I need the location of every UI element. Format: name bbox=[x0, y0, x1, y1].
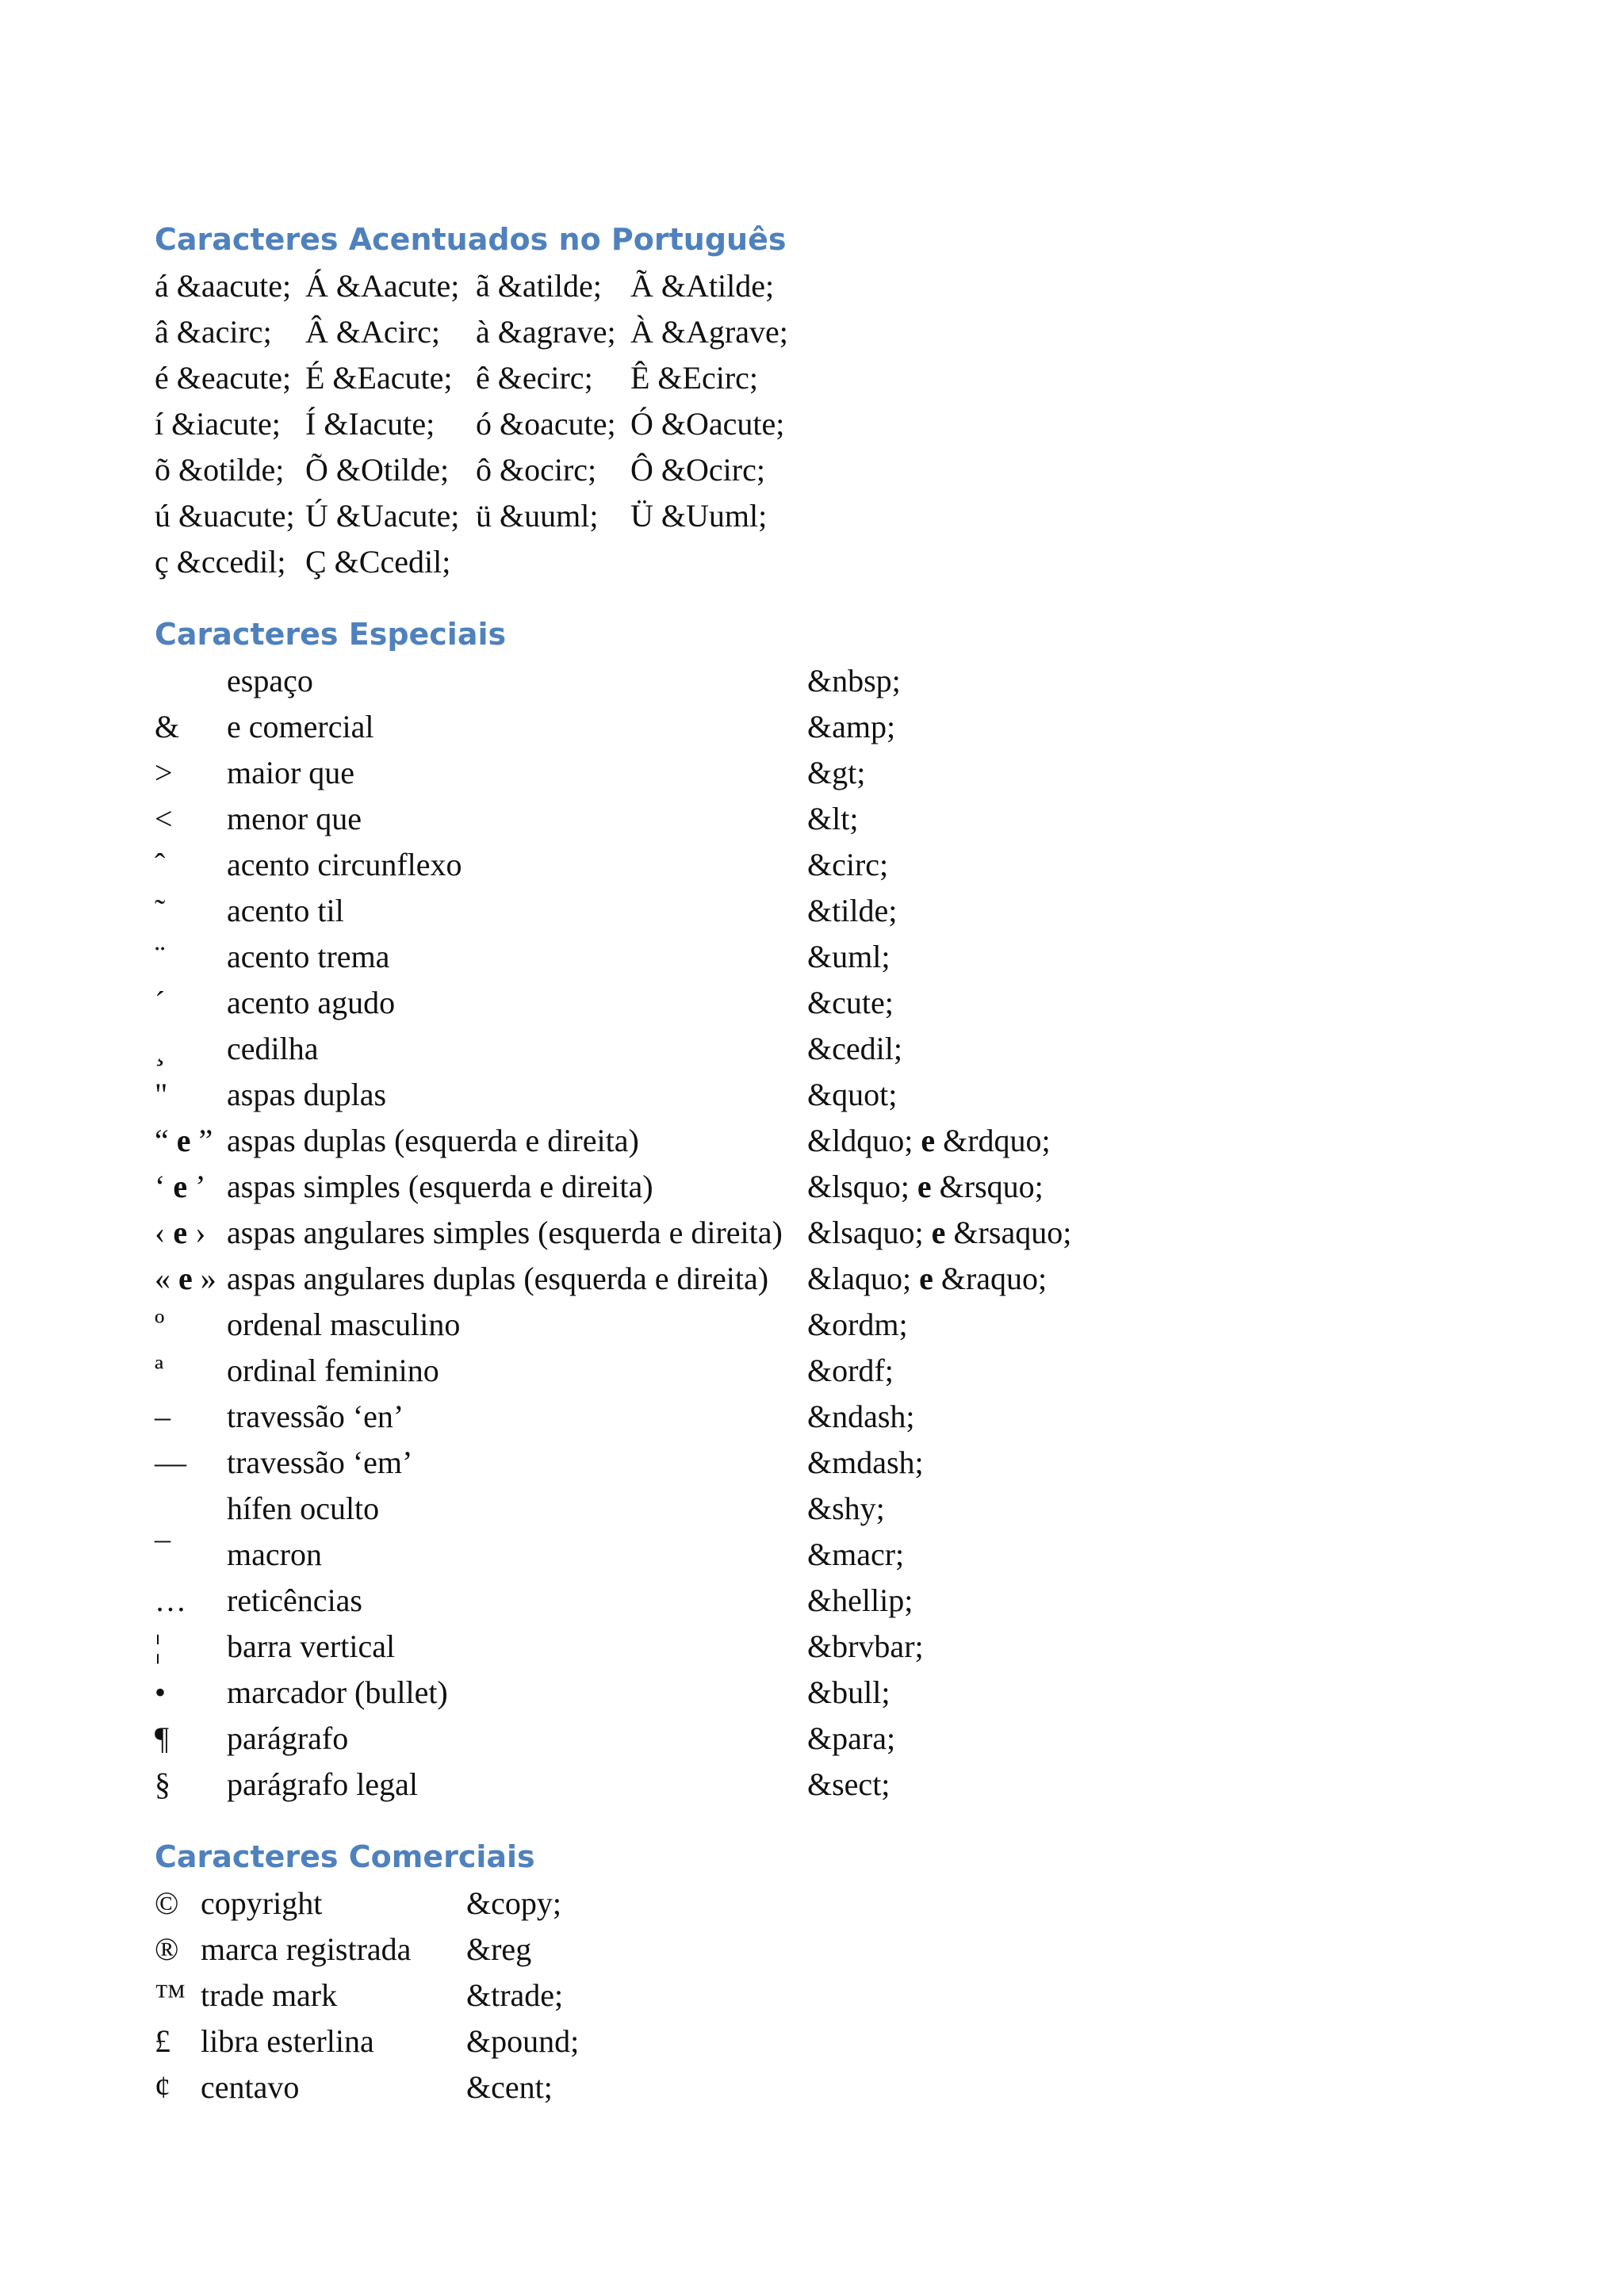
accented-cell: Â &Acirc; bbox=[305, 314, 440, 350]
special-code: &brvbar; bbox=[807, 1628, 924, 1664]
commercial-description: centavo bbox=[201, 2069, 300, 2105]
special-symbol: … bbox=[155, 1582, 186, 1618]
special-code: &quot; bbox=[807, 1077, 898, 1112]
special-description: e comercial bbox=[227, 709, 374, 744]
special-code-pair: &lsaquo; e &rsaquo; bbox=[807, 1215, 1072, 1250]
heading-accented: Caracteres Acentuados no Português bbox=[155, 222, 787, 257]
special-symbol: " bbox=[155, 1077, 168, 1112]
commercial-list bbox=[155, 1881, 1503, 2110]
special-description: acento trema bbox=[227, 939, 390, 974]
special-symbol: ¸ bbox=[155, 1031, 166, 1066]
special-row bbox=[155, 1762, 1503, 1808]
heading-commercial: Caracteres Comerciais bbox=[155, 1839, 535, 1874]
commercial-code: &copy; bbox=[466, 1885, 561, 1921]
special-description: espaço bbox=[227, 663, 313, 698]
special-description: hífen oculto bbox=[227, 1490, 380, 1526]
special-description: parágrafo bbox=[227, 1720, 349, 1756]
special-symbol-pair: ‹ e › bbox=[155, 1215, 206, 1250]
special-symbol: > bbox=[155, 755, 173, 790]
special-code: &para; bbox=[807, 1720, 896, 1756]
special-code: &hellip; bbox=[807, 1582, 914, 1618]
accented-cell: Ê &Ecirc; bbox=[630, 360, 759, 396]
accented-cell: ó &oacute; bbox=[476, 406, 616, 442]
special-symbol: ª bbox=[155, 1353, 164, 1388]
special-code-pair: &ldquo; e &rdquo; bbox=[807, 1123, 1051, 1158]
accented-row bbox=[155, 493, 1503, 539]
special-symbol: – bbox=[155, 1399, 170, 1434]
commercial-code: &pound; bbox=[466, 2023, 580, 2059]
special-description: ordenal masculino bbox=[227, 1307, 461, 1342]
special-symbol: ˆ bbox=[155, 847, 166, 882]
accented-cell: Ã &Atilde; bbox=[630, 268, 775, 304]
commercial-description: trade mark bbox=[201, 1977, 338, 2013]
special-code: &nbsp; bbox=[807, 663, 901, 698]
special-code: &ndash; bbox=[807, 1399, 915, 1434]
accented-cell: é &eacute; bbox=[155, 360, 292, 396]
accented-cell: À &Agrave; bbox=[630, 314, 788, 350]
accented-cell: Ó &Oacute; bbox=[630, 406, 785, 442]
special-symbol bbox=[155, 1486, 227, 1532]
special-row bbox=[155, 1026, 1503, 1072]
special-code: &circ; bbox=[807, 847, 889, 882]
special-symbol: § bbox=[155, 1766, 170, 1802]
accented-row bbox=[155, 263, 1503, 309]
special-row bbox=[155, 888, 1503, 934]
special-symbol: º bbox=[155, 1307, 165, 1342]
special-description: acento agudo bbox=[227, 985, 396, 1020]
special-symbol-pair: « e » bbox=[155, 1261, 216, 1296]
special-code: &tilde; bbox=[807, 893, 898, 928]
commercial-row bbox=[155, 1973, 1503, 2019]
accented-cell: Ú &Uacute; bbox=[305, 498, 460, 534]
special-row bbox=[155, 1348, 1503, 1394]
special-row bbox=[155, 704, 1503, 750]
special-row bbox=[155, 796, 1503, 842]
special-description: acento til bbox=[227, 893, 344, 928]
special-symbol: — bbox=[155, 1445, 186, 1480]
commercial-symbol: ® bbox=[155, 1931, 179, 1967]
special-row bbox=[155, 1210, 1503, 1256]
special-row bbox=[155, 1716, 1503, 1762]
commercial-row bbox=[155, 2019, 1503, 2064]
commercial-description: libra esterlina bbox=[201, 2023, 374, 2059]
special-description: aspas duplas bbox=[227, 1077, 387, 1112]
accented-list bbox=[155, 263, 1503, 585]
special-row bbox=[155, 658, 1503, 704]
special-row bbox=[155, 1072, 1503, 1118]
special-row bbox=[155, 1256, 1503, 1302]
special-code: &cute; bbox=[807, 985, 894, 1020]
accented-row bbox=[155, 355, 1503, 401]
special-description: ordinal feminino bbox=[227, 1353, 439, 1388]
commercial-code: &trade; bbox=[466, 1977, 564, 2013]
special-row bbox=[155, 934, 1503, 980]
accented-cell: Ô &Ocirc; bbox=[630, 452, 765, 488]
special-code: &macr; bbox=[807, 1536, 905, 1572]
special-list bbox=[155, 658, 1503, 1808]
accented-row bbox=[155, 309, 1503, 355]
commercial-symbol: £ bbox=[155, 2023, 170, 2059]
special-description: cedilha bbox=[227, 1031, 319, 1066]
special-row bbox=[155, 980, 1503, 1026]
accented-cell: ê &ecirc; bbox=[476, 360, 593, 396]
accented-cell: Õ &Otilde; bbox=[305, 452, 450, 488]
special-code: &shy; bbox=[807, 1490, 885, 1526]
accented-row bbox=[155, 539, 1503, 585]
commercial-row bbox=[155, 2064, 1503, 2110]
special-symbol: ¯ bbox=[155, 1536, 170, 1572]
special-code: &lt; bbox=[807, 801, 859, 836]
accented-cell: Á &Aacute; bbox=[305, 268, 460, 304]
special-description: marcador (bullet) bbox=[227, 1674, 448, 1710]
special-description: reticências bbox=[227, 1582, 362, 1618]
special-description: travessão ‘en’ bbox=[227, 1399, 404, 1434]
special-code: &ordm; bbox=[807, 1307, 908, 1342]
accented-cell: ô &ocirc; bbox=[476, 452, 597, 488]
special-description: parágrafo legal bbox=[227, 1766, 418, 1802]
special-code: &amp; bbox=[807, 709, 896, 744]
document-page bbox=[155, 216, 1503, 2110]
special-symbol: ¶ bbox=[155, 1720, 170, 1756]
special-row bbox=[155, 1302, 1503, 1348]
accented-cell: õ &otilde; bbox=[155, 452, 285, 488]
accented-cell: ú &uacute; bbox=[155, 498, 295, 534]
special-description: maior que bbox=[227, 755, 355, 790]
special-row bbox=[155, 1394, 1503, 1440]
accented-cell: â &acirc; bbox=[155, 314, 272, 350]
accented-cell: í &iacute; bbox=[155, 406, 281, 442]
special-code: &uml; bbox=[807, 939, 891, 974]
accented-cell: à &agrave; bbox=[476, 314, 616, 350]
special-symbol-pair: “ e ” bbox=[155, 1123, 213, 1158]
special-symbol bbox=[155, 658, 227, 704]
special-description: travessão ‘em’ bbox=[227, 1445, 413, 1480]
accented-cell: ã &atilde; bbox=[476, 268, 602, 304]
commercial-symbol: © bbox=[155, 1885, 179, 1921]
accented-cell: á &aacute; bbox=[155, 268, 292, 304]
commercial-code: &reg bbox=[466, 1931, 532, 1967]
commercial-description: marca registrada bbox=[201, 1931, 412, 1967]
special-code: &gt; bbox=[807, 755, 866, 790]
special-description: aspas angulares simples (esquerda e direita) bbox=[227, 1215, 783, 1250]
commercial-symbol: ™ bbox=[155, 1977, 186, 2013]
special-row bbox=[155, 1670, 1503, 1716]
special-description: aspas angulares duplas (esquerda e direita) bbox=[227, 1261, 769, 1296]
special-row bbox=[155, 1440, 1503, 1486]
commercial-row bbox=[155, 1927, 1503, 1973]
special-description: acento circunflexo bbox=[227, 847, 462, 882]
special-row bbox=[155, 842, 1503, 888]
commercial-description: copyright bbox=[201, 1885, 323, 1921]
special-row bbox=[155, 1164, 1503, 1210]
special-code: &cedil; bbox=[807, 1031, 902, 1066]
special-symbol: ¨ bbox=[155, 939, 166, 974]
special-symbol: ˜ bbox=[155, 893, 166, 928]
commercial-symbol: ¢ bbox=[155, 2069, 170, 2105]
special-symbol: • bbox=[155, 1674, 167, 1710]
special-symbol: ´ bbox=[155, 985, 166, 1020]
special-row bbox=[155, 1118, 1503, 1164]
special-description: aspas duplas (esquerda e direita) bbox=[227, 1123, 639, 1158]
special-code: &ordf; bbox=[807, 1353, 894, 1388]
accented-cell bbox=[476, 539, 630, 585]
special-symbol: ¦ bbox=[155, 1628, 162, 1664]
special-code-pair: &lsquo; e &rsquo; bbox=[807, 1169, 1044, 1204]
special-description: aspas simples (esquerda e direita) bbox=[227, 1169, 653, 1204]
special-row bbox=[155, 750, 1503, 796]
special-code: &bull; bbox=[807, 1674, 891, 1710]
commercial-code: &cent; bbox=[466, 2069, 553, 2105]
special-code-pair: &laquo; e &raquo; bbox=[807, 1261, 1048, 1296]
commercial-row bbox=[155, 1881, 1503, 1927]
special-description: barra vertical bbox=[227, 1628, 396, 1664]
special-symbol: & bbox=[155, 709, 180, 744]
heading-special: Caracteres Especiais bbox=[155, 617, 507, 652]
accented-cell: Ç &Ccedil; bbox=[305, 544, 451, 580]
special-description: menor que bbox=[227, 801, 362, 836]
special-code: &sect; bbox=[807, 1766, 891, 1802]
accented-row bbox=[155, 401, 1503, 447]
accented-cell: ü &uuml; bbox=[476, 498, 599, 534]
special-row bbox=[155, 1578, 1503, 1624]
accented-cell: É &Eacute; bbox=[305, 360, 453, 396]
special-symbol-pair: ‘ e ’ bbox=[155, 1169, 206, 1204]
special-row bbox=[155, 1532, 1503, 1578]
special-code: &mdash; bbox=[807, 1445, 924, 1480]
special-description: macron bbox=[227, 1536, 322, 1572]
special-row bbox=[155, 1486, 1503, 1532]
special-symbol: < bbox=[155, 801, 173, 836]
accented-cell: ç &ccedil; bbox=[155, 544, 286, 580]
accented-row bbox=[155, 447, 1503, 493]
special-row bbox=[155, 1624, 1503, 1670]
accented-cell: Í &Iacute; bbox=[305, 406, 435, 442]
accented-cell: Ü &Uuml; bbox=[630, 498, 768, 534]
